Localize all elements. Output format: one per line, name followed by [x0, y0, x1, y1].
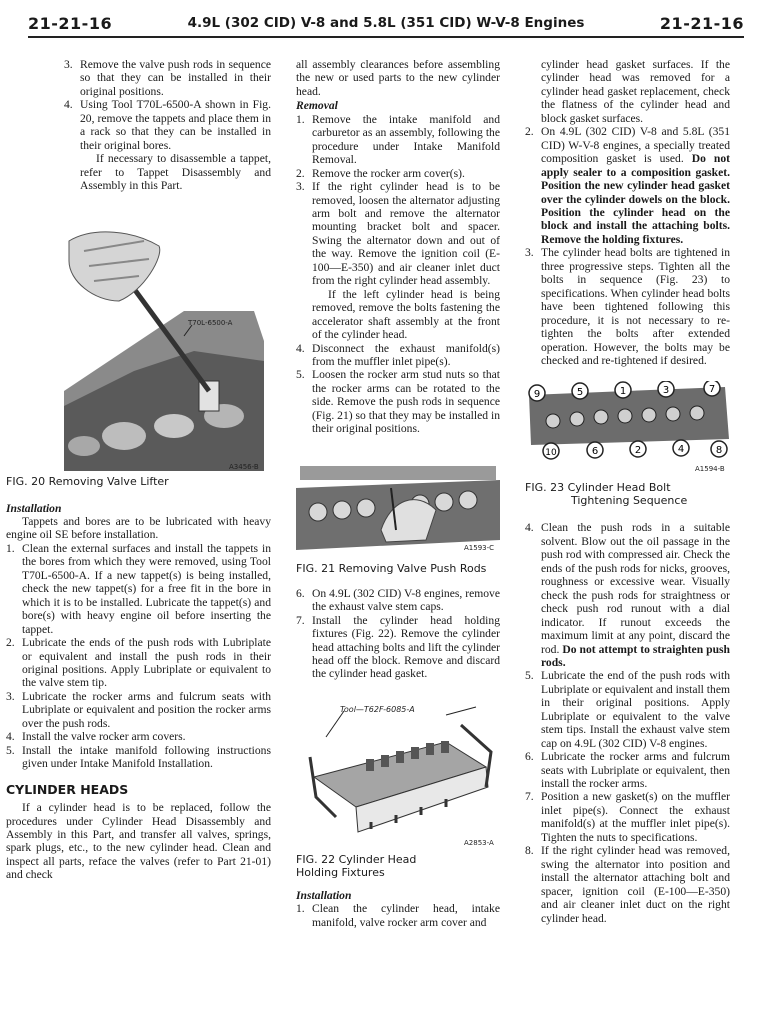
figure-code: A1593-C	[464, 543, 495, 552]
page-title: 4.9L (302 CID) V-8 and 5.8L (351 CID) W-V-8 Engines	[187, 15, 585, 31]
list-item: 1. Remove the intake manifold and carburetor as an assembly, following the procedure under Intake Manifold Removal.	[296, 112, 500, 167]
paragraph: If a cylinder head is to be replaced, follow the procedures under Cylinder Head Disassembly and Assembly in this Part, and transfer all valves, springs, spark plugs, etc., to the new cylinder head. Clean and inspect all parts, reface the valves (refer to Part 21-01) and check	[6, 801, 271, 882]
list-item: 7. Install the cylinder head holding fixtures (Fig. 22). Remove the cylinder head attaching bolts and lift the cylinder head off the block. Remove and discard the cylinder head gasket.	[296, 613, 500, 681]
paragraph: If the left cylinder head is being removed, remove the bolts fastening the accelerator shaft assembly at the front of the cylinder head.	[312, 287, 500, 342]
list-item: 4. Install the valve rocker arm covers.	[6, 730, 186, 744]
figure-22	[296, 697, 500, 879]
bolt-number: 3	[662, 385, 670, 397]
removal-list-3	[296, 587, 500, 681]
list-item: 8. If the right cylinder head was removed, swing the alternator into position and install the alternator attaching bolt and spacer, ignition coil (E-100—E-350) and air cleaner inlet duct on the right cylinder head.	[525, 844, 730, 925]
page-header	[28, 12, 744, 38]
figure-caption: FIG. 21 Removing Valve Push Rods	[296, 561, 487, 575]
paragraph: cylinder head gasket surfaces. If the cylinder head was removed for a cylinder head gasket replacement, check the flatness of the cylinder head and block gasket surfaces.	[541, 58, 730, 125]
list-item: 5. Loosen the rocker arm stud nuts so that the rocker arms can be rotated to the side. Remove the push rods in sequence (Fig. 21) so that they may be installed in their original positions.	[296, 368, 500, 436]
figure-21	[296, 460, 500, 575]
removal-list-2	[296, 342, 500, 436]
list-item: 4. Disconnect the exhaust manifold(s) from the muffler inlet pipe(s).	[296, 341, 500, 368]
list-item: 6. On 4.9L (302 CID) V-8 engines, remove the exhaust valve stem caps.	[296, 586, 500, 614]
install-list-2	[296, 902, 500, 929]
bolt-number: 1	[619, 386, 627, 398]
bolt-number: 5	[576, 387, 584, 399]
page-number-right: 21-21-16	[659, 14, 744, 33]
holding-fixtures-illustration	[296, 697, 500, 847]
list-item: 3. Remove the valve push rods in sequence so that they can be installed in their original positions.	[64, 58, 271, 98]
bolt-number: 2	[634, 445, 642, 457]
column-3	[525, 58, 730, 925]
bolt-sequence-illustration	[525, 381, 730, 473]
list-item: 5. Lubricate the end of the push rods with Lubriplate or equivalent and install them in their original positions. Apply Lubriplate or equivalent to the valve stem tips. Install the exhaust valve stem cap on 4.9L (302 CID) V-8 engines.	[525, 669, 730, 750]
bolt-number: 7	[708, 384, 716, 396]
tool-label: Tool—T62F-6085-A	[340, 704, 415, 714]
section-heading-installation: Installation	[6, 501, 62, 515]
section-heading-removal: Removal	[296, 99, 338, 113]
paragraph: all assembly clearances before assembling the new or used parts to the new cylinder head.	[296, 58, 500, 98]
figure-code: A1594-B	[695, 465, 725, 474]
bolt-number: 8	[715, 445, 723, 457]
bolt-number: 9	[533, 389, 541, 401]
figure-caption: FIG. 20 Removing Valve Lifter	[6, 474, 169, 488]
list-item: 5. Install the intake manifold following instructions given under Intake Manifold Installation.	[6, 743, 271, 771]
list-item: 1. Clean the cylinder head, intake manifold, valve rocker arm cover and	[296, 902, 500, 929]
column-1	[6, 58, 271, 882]
install-list-4	[525, 521, 730, 925]
figure-20	[6, 231, 271, 488]
tool-label: T70L-6500-A	[188, 318, 233, 327]
section-heading-installation-2: Installation	[296, 888, 352, 902]
list-item: 3. If the right cylinder head is to be removed, loosen the alternator adjusting arm bolt and remove the alternator mounting bracket bolt and spacer. Swing the alternator down and out of the way. Remove the ignition coil (E-100—E-350) and air cleaner inlet duct from the right cylinder head assembly.	[296, 180, 500, 288]
list-item: 2. On 4.9L (302 CID) V-8 and 5.8L (351 CID) W-V-8 engines, a specially treated composition gasket is used. Do not apply sealer to a composition gasket. Position the new cylinder head gasket over the cylinder dowels on the block. Position the cylinder head on the block and install the attaching bolts. Remove the holding fixtures.	[525, 125, 730, 246]
list-item: 4. Using Tool T70L-6500-A shown in Fig. 20, remove the tappets and place them in a rack so that they can be installed in their original bores.	[64, 98, 271, 152]
list-item: 3. Lubricate the rocker arms and fulcrum seats with Lubriplate or equivalent and position the rocker arms over the push rods.	[6, 689, 271, 730]
figure-code: A2853-A	[464, 838, 494, 847]
install-list	[6, 542, 271, 771]
bolt-number: 4	[677, 444, 685, 456]
figure-23	[525, 381, 730, 507]
list-item: 1. Clean the external surfaces and install the tappets in the bores from which they were removed, using Tool T70L-6500-A. If a new tappet(s) is being installed, check the new tappet(s) for a free fit in the bore in which it is to be installed. Lubricate the tappet(s) and bore(s) with heavy engine oil before inserting the tappet.	[6, 541, 271, 636]
install-list-3	[525, 125, 730, 367]
step-list	[64, 58, 271, 152]
push-rod-removal-illustration	[296, 460, 500, 552]
paragraph: If necessary to disassemble a tappet, refer to Tappet Disassembly and Assembly in this Part.	[80, 152, 271, 193]
list-item: 2. Remove the rocker arm cover(s).	[296, 166, 465, 180]
figure-code: A3456-B	[229, 462, 259, 471]
figure-caption: FIG. 23 Cylinder Head Bolt Tightening Sequence	[525, 481, 688, 508]
valve-lifter-illustration	[64, 231, 271, 471]
paragraph: Tappets and bores are to be lubricated with heavy engine oil SE before installation.	[6, 514, 271, 542]
column-2	[296, 58, 500, 929]
list-item: 7. Position a new gasket(s) on the muffler inlet pipe(s). Connect the exhaust manifold(s) at the muffler inlet pipe(s). Tighten the nuts to specifications.	[525, 790, 730, 844]
list-item: 6. Lubricate the rocker arms and fulcrum seats with Lubriplate or equivalent, then install the rocker arms.	[525, 750, 730, 791]
bolt-number: 10	[545, 448, 557, 459]
list-item: 4. Clean the push rods in a suitable solvent. Blow out the oil passage in the push rod with compressed air. Check the ends of the push rods for nicks, grooves, roughness or excessive wear. Visually check the push rods for straightness or check push rod runout with a dial indicator. If runout exceeds the maximum limit at any point, discard the rod. Do not attempt to straighten push rods.	[525, 521, 730, 669]
list-item: 2. Lubricate the ends of the push rods with Lubriplate or equivalent and install the push rods in their original positions. Apply Lubriplate or equivalent to the valve stem tip.	[6, 636, 271, 690]
bolt-number: 6	[591, 446, 599, 458]
figure-caption: FIG. 22 Cylinder Head Holding Fixtures	[296, 852, 417, 879]
list-item: 3. The cylinder head bolts are tightened in three progressive steps. Tighten all the bolts in sequence (Fig. 23) to specifications. When cylinder head bolts have been tightened following this procedure, it is not necessary to re-tighten the bolts after extended operation. However, the bolts may be checked and re-tightened if desired.	[525, 246, 730, 367]
page-number-left: 21-21-16	[28, 14, 113, 33]
removal-list	[296, 113, 500, 288]
section-heading-cylinder-heads: CYLINDER HEADS	[6, 781, 129, 797]
